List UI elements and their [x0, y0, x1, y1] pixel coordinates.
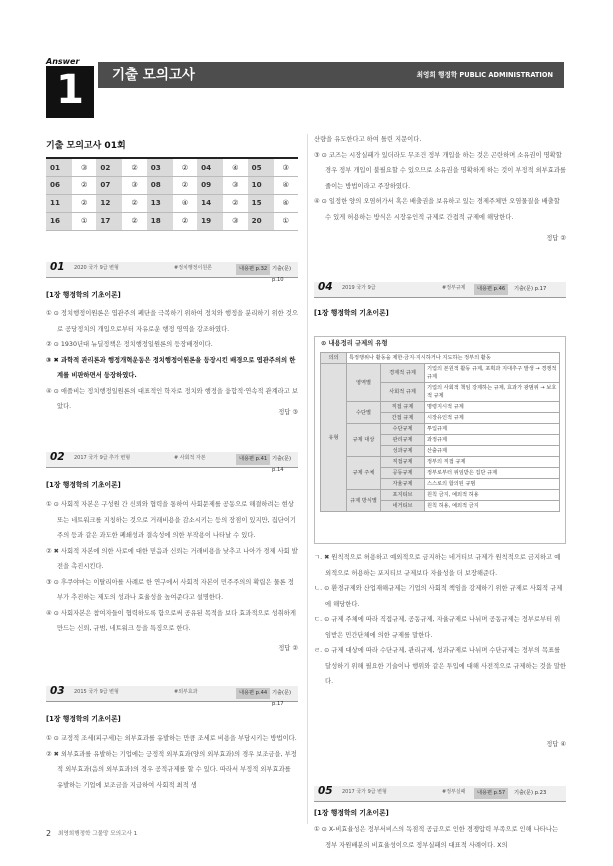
explanation-item: ① ⊙ 사회적 자본은 구성원 간 신뢰와 협력을 통하여 사회문제를 공동으로 해결하려는 현상 또는 네트워크를 지칭하는 것으로 거래비용을 감소시키는 등의 장점이 있지만, 집단이기주의 등과 같은 과도한 폐쇄성과 결속성에 의한 부작용이 나타날 수 있다.: [46, 501, 296, 539]
question-03-explanation: [46, 731, 298, 793]
chapter-label: [1장 행정학의 기초이론]: [46, 291, 121, 299]
question-source: 2017 국가 9급 추가 변형: [74, 455, 131, 461]
question-source: 2020 국가 9급 변형: [74, 265, 119, 271]
question-number: 05: [318, 785, 333, 797]
question-01-explanation: [46, 306, 298, 415]
chapter-label: [1장 행정학의 기초이론]: [314, 809, 389, 817]
past-exam-ref: 기출(문) p.10: [272, 266, 292, 283]
question-tag: #외부효과: [174, 689, 198, 695]
footer-text: 최영희행정학 그물망 모의고사 1: [58, 831, 138, 837]
concept-box: [314, 336, 566, 544]
question-number: 04: [318, 281, 333, 293]
question-03-continued: [314, 132, 566, 225]
explanation-item: ① ⊙ 교정적 조세(피구세)는 외부효과를 유발하는 만큼 조세로 비용을 부담시키는 방법이다.: [46, 735, 297, 742]
chapter-label: [1장 행정학의 기초이론]: [314, 309, 389, 317]
explanation-item: ① ⊙ 정치행정이원론은 엽관주의 폐단을 극복하기 위하여 정치와 행정을 분리하기 위한 것으로 공당정치의 개입으로부터 자유로운 행정 영역을 강조하였다.: [46, 310, 298, 333]
explanation-item: ③ ⊙ 코즈는 시장실패가 있더라도 무조건 정부 개입을 하는 것은 곤란하며 소유권이 명확할 경우 정부 개입이 불필요할 수 있으므로 소유권을 명확하게 하는 것이 부정적 외부효과를 줄이는 방법이라고 주장하였다.: [314, 151, 566, 190]
explanation-item: ④ ⊙ 일정한 양의 오염허가서 혹은 배출권을 보유하고 있는 경제주체만 오염물질을 배출할 수 있게 허용하는 방식은 시장유인적 규제로 간접적 규제에 해당한다.: [314, 198, 560, 221]
question-04-explanation: [314, 550, 566, 690]
subtype-desc: 원칙 허용, 예외적 금지: [425, 501, 560, 512]
question-03-header: [46, 685, 298, 707]
subtype-label: 공동규제: [381, 468, 425, 479]
meaning-label: 의의: [321, 353, 347, 364]
question-01-header: [46, 261, 298, 283]
question-source: 2017 국가 9급 변형: [342, 789, 387, 795]
page-title: 기출 모의고사: [112, 67, 195, 83]
answer-label: 정답 ②: [546, 235, 566, 242]
content-ref: 내용편 p.46: [474, 284, 508, 295]
explanation-item: ④ ⊙ 애플비는 정치행정일원론의 대표적인 학자로 정치와 행정을 융합적·연속적 관계라고 보았다.: [46, 387, 298, 410]
answer-label: 정답 ②: [278, 645, 298, 652]
answer-key-table: [46, 157, 298, 231]
past-exam-ref: 기출(문) p.14: [272, 456, 292, 473]
answer-label: Answer: [46, 57, 80, 66]
answer-row: 16 ① 17 ② 18 ② 19 ③ 20 ①: [46, 212, 298, 230]
answer-key-title: 기출 모의고사 01회: [46, 141, 126, 151]
past-exam-ref: 기출(문) p.17: [514, 286, 547, 292]
group-label: 영역별: [347, 364, 381, 402]
subtype-label: 직접규제: [381, 457, 425, 468]
question-tag: #정부규제: [442, 285, 466, 291]
answer-label: 정답 ④: [546, 741, 566, 748]
subtype-label: 네거티브: [381, 501, 425, 512]
past-exam-ref: 기출(문) p.17: [272, 690, 292, 707]
question-tag: #정치행정이원론: [174, 265, 213, 271]
explanation-item: ㄷ. ⊙ 규제 주체에 따라 직접규제, 공동규제, 자율규제로 나뉘며 공동규제는 정부로부터 위임받은 민간단체에 의한 규제를 말한다.: [314, 616, 561, 639]
question-05-explanation: [314, 822, 566, 852]
explanation-item: ③ ⊙ 후쿠야마는 이탈리아를 사례로 한 연구에서 사회적 자본이 민주주의의 확립은 물론 정부가 추진하는 제도의 성과나 효율성을 높여준다고 설명한다.: [46, 578, 294, 601]
header-subtitle: 최영희 행정학 PUBLIC ADMINISTRATION: [416, 71, 553, 79]
subtype-desc: 기업의 본원적 활동 규제, 포획과 지대추구 발생 → 경쟁적 규제: [425, 364, 560, 383]
subtype-desc: 투입규제: [425, 424, 560, 435]
subtype-label: 관리규제: [381, 435, 425, 446]
question-source: 2019 국가 9급: [342, 285, 376, 291]
meaning-text: 특정행위나 활동을 제한·금지·지시하거나 지도하는 정부의 활동: [347, 353, 560, 364]
past-exam-ref: 기출(문) p.23: [514, 790, 547, 796]
chapter-label: [1장 행정학의 기초이론]: [46, 481, 121, 489]
explanation-item: ③ ✖ 과학적 관리론과 행정개혁운동은 정치행정이원론을 등장시킨 배경으로 엽관주의의 한계를 비판하면서 등장하였다.: [46, 356, 296, 379]
subtype-desc: 스스로의 합의된 규범: [425, 479, 560, 490]
subtype-desc: 과정규제: [425, 435, 560, 446]
answer-row: 01 ③ 02 ② 03 ② 04 ④ 05 ③: [46, 158, 298, 176]
explanation-item: ㄹ. ⊙ 규제 대상에 따라 수단규제, 관리규제, 성과규제로 나뉘며 수단규제는 정부의 목표를 달성하기 위해 필요한 기술이나 행위와 같은 투입에 대해 사전적으로 규제하는 것을 말한다.: [314, 647, 566, 685]
question-02-header: [46, 451, 298, 473]
explanation-item: ② ✖ 외부효과를 유발하는 기업에는 긍정적 외부효과(양의 외부효과)의 경우 보조금을, 부정적 외부효과(음의 외부효과)의 경우 공적규제를 할 수 있다. 따라서 부정적 외부효과를 유발하는 기업에 보조금을 지급하여 사회적 최적 생: [46, 750, 297, 789]
subtype-label: 사회적 규제: [381, 383, 425, 402]
group-label: 규제 방식별: [347, 490, 381, 512]
content-ref: 내용편 p.44: [236, 688, 270, 699]
question-02-explanation: [46, 497, 298, 637]
group-label: 규제 주체: [347, 457, 381, 490]
question-number: 03: [50, 685, 65, 697]
question-05-header: [314, 786, 566, 802]
group-label: 수단별: [347, 402, 381, 424]
explanation-item: ① ⊙ X-비효율성은 정부서비스의 독점적 공급으로 인한 경쟁압력 부족으로 인해 나타나는 정부 자원배분의 비효율성이으로 정부실패의 대표적 사례이다. X의: [314, 826, 559, 849]
explanation-item: 산량을 유도한다고 하여 틀린 지문이다.: [314, 136, 422, 143]
subtype-label: 자율규제: [381, 479, 425, 490]
explanation-item: ㄴ. ⊙ 환경규제와 산업재해규제는 기업의 사회적 책임을 강제하기 위한 규제로 사회적 규제에 해당한다.: [314, 585, 563, 608]
answer-row: 06 ② 07 ③ 08 ② 09 ③ 10 ④: [46, 176, 298, 194]
subtype-desc: 기업의 사회적 책임 강제하는 규제, 효과가 광범위 → 보호적 규제: [425, 383, 560, 402]
question-tag: #정부실패: [442, 789, 466, 795]
subtype-desc: 정부의 직접 규제: [425, 457, 560, 468]
question-04-header: [314, 282, 566, 298]
answer-row: 11 ② 12 ② 13 ④ 14 ② 15 ④: [46, 194, 298, 212]
column-divider: [307, 134, 308, 824]
subtype-desc: 시장유인적 규제: [425, 413, 560, 424]
answer-label: 정답 ③: [278, 409, 298, 416]
regulation-types-table: [320, 352, 560, 512]
question-number: 01: [50, 261, 65, 273]
subtype-label: 직접 규제: [381, 402, 425, 413]
type-label: 유형: [321, 364, 347, 512]
question-tag: # 사회적 자본: [174, 455, 206, 461]
subtype-label: 성과규제: [381, 446, 425, 457]
part-number: 1: [56, 67, 84, 113]
subtype-desc: 정부로부터 위임받은 집단 규제: [425, 468, 560, 479]
content-ref: 내용편 p.32: [236, 264, 270, 275]
subtype-desc: 원칙 금지, 예외적 허용: [425, 490, 560, 501]
explanation-item: ㄱ. ✖ 원칙적으로 허용하고 예외적으로 금지하는 네거티브 규제가 원칙적으로 금지하고 예외적으로 허용하는 포지티브 규제보다 자율성을 더 보장해준다.: [314, 554, 561, 577]
explanation-item: ④ ⊙ 사회자본은 참여자들이 협력하도록 함으로써 공유된 목적을 보다 효과적으로 성취하게 만드는 신뢰, 규범, 네트워크 등을 특징으로 한다.: [46, 609, 296, 632]
group-label: 규제 대상: [347, 424, 381, 457]
page-number: 2: [46, 829, 52, 838]
explanation-item: ② ⊙ 1930년대 뉴딜정책은 정치행정일원론의 등장배경이다.: [46, 341, 213, 348]
concept-title: ⊙ 내용정리 규제의 유형: [321, 340, 388, 347]
content-ref: 내용편 p.41: [236, 454, 270, 465]
subtype-label: 간접 규제: [381, 413, 425, 424]
question-number: 02: [50, 451, 65, 463]
content-ref: 내용편 p.57: [474, 788, 508, 799]
question-source: 2015 국가 9급 변형: [74, 689, 119, 695]
subtype-desc: 산출규제: [425, 446, 560, 457]
subtype-desc: 명령지시적 규제: [425, 402, 560, 413]
explanation-item: ② ✖ 사회적 자본에 의한 사로에 대한 믿음과 신뢰는 거래비용을 낮추고 나아가 경제 사회 발전을 촉진시킨다.: [46, 547, 298, 570]
subtype-label: 경제적 규제: [381, 364, 425, 383]
subtype-label: 수단규제: [381, 424, 425, 435]
chapter-label: [1장 행정학의 기초이론]: [46, 715, 121, 723]
subtype-label: 포지티브: [381, 490, 425, 501]
